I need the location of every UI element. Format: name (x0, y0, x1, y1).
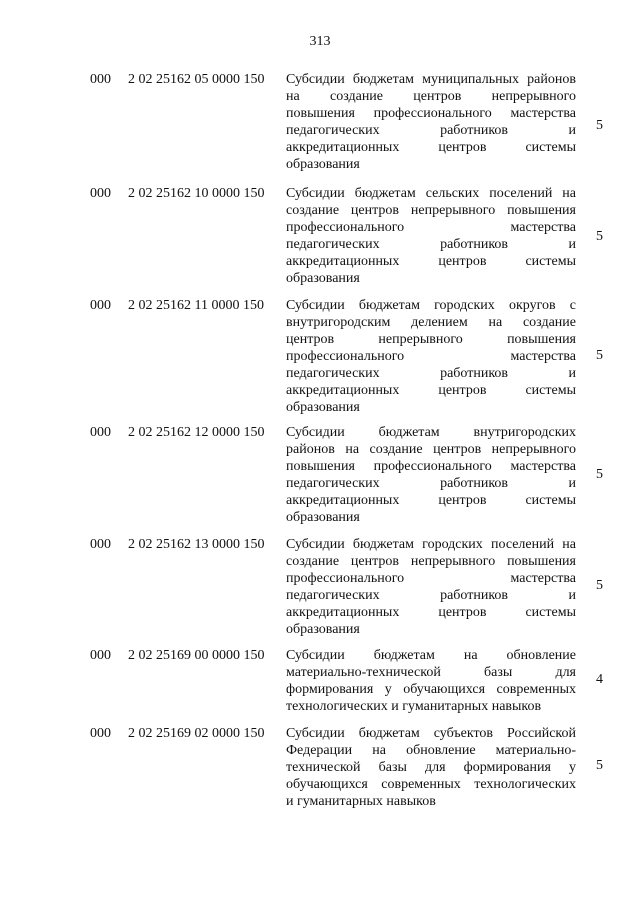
revenue-name-line: формирования у обучающихся современных (286, 682, 576, 697)
amount-value: 5 (596, 578, 603, 593)
revenue-name-line: Субсидии бюджетам городских поселений на (286, 537, 576, 552)
revenue-name-line: профессионального мастерства (286, 220, 576, 235)
budget-classification-code: 2 02 25162 05 0000 150 (128, 72, 265, 87)
revenue-name-line: образования (286, 400, 360, 415)
budget-classification-code: 2 02 25162 10 0000 150 (128, 186, 265, 201)
budget-classification-code: 2 02 25162 12 0000 150 (128, 425, 265, 440)
budget-classification-code: 2 02 25169 02 0000 150 (128, 726, 265, 741)
revenue-name-line: повышения профессионального мастерства (286, 459, 576, 474)
revenue-name (286, 185, 576, 287)
revenue-name-line: образования (286, 271, 360, 286)
revenue-name-line: педагогических работников и (286, 123, 576, 138)
revenue-name-line: образования (286, 622, 360, 637)
revenue-name-line: Субсидии бюджетам сельских поселений на (286, 186, 576, 201)
amount-value: 4 (596, 672, 603, 687)
revenue-name-line: образования (286, 157, 360, 172)
revenue-name-line: создание центров непрерывного повышения (286, 203, 576, 218)
revenue-name-line: материально-технической базы для (286, 665, 576, 680)
revenue-name-line: профессионального мастерства (286, 571, 576, 586)
revenue-name-line: Федерации на обновление материально- (286, 743, 576, 758)
amount-value: 5 (596, 467, 603, 482)
revenue-name-line: педагогических работников и (286, 366, 576, 381)
revenue-name-line: технической базы для формирования у (286, 760, 576, 775)
revenue-name-line: технологических и гуманитарных навыков (286, 699, 542, 714)
admin-code: 000 (90, 186, 111, 201)
revenue-name-line: Субсидии бюджетам внутригородских (286, 425, 576, 440)
revenue-name-line: внутригородским делением на создание (286, 315, 576, 330)
revenue-name-line: Субсидии бюджетам городских округов с (286, 298, 576, 313)
revenue-name-line: Субсидии бюджетам муниципальных районов (286, 72, 576, 87)
amount-value: 5 (596, 758, 603, 773)
admin-code: 000 (90, 72, 111, 87)
revenue-name-line: повышения профессионального мастерства (286, 106, 576, 121)
admin-code: 000 (90, 726, 111, 741)
revenue-name-line: и гуманитарных навыков (286, 794, 436, 809)
revenue-name (286, 536, 576, 638)
revenue-name-line: профессионального мастерства (286, 349, 576, 364)
revenue-name-line: на создание центров непрерывного (286, 89, 576, 104)
revenue-name (286, 71, 576, 173)
page-number: 313 (309, 34, 331, 49)
revenue-name-line: педагогических работников и (286, 588, 576, 603)
admin-code: 000 (90, 537, 111, 552)
budget-classification-code: 2 02 25169 00 0000 150 (128, 648, 265, 663)
admin-code: 000 (90, 298, 111, 313)
revenue-name-line: педагогических работников и (286, 237, 576, 252)
revenue-name-line: аккредитационных центров системы (286, 493, 576, 508)
revenue-name-line: Субсидии бюджетам на обновление (286, 648, 576, 663)
revenue-name-line: создание центров непрерывного повышения (286, 554, 576, 569)
revenue-name-line: педагогических работников и (286, 476, 576, 491)
amount-value: 5 (596, 348, 603, 363)
revenue-name-line: образования (286, 510, 360, 525)
revenue-name (286, 647, 576, 715)
revenue-name-line: районов на создание центров непрерывного (286, 442, 576, 457)
revenue-name-line: аккредитационных центров системы (286, 254, 576, 269)
budget-classification-code: 2 02 25162 11 0000 150 (128, 298, 264, 313)
revenue-name-line: аккредитационных центров системы (286, 605, 576, 620)
revenue-name (286, 725, 576, 810)
amount-value: 5 (596, 229, 603, 244)
budget-classification-code: 2 02 25162 13 0000 150 (128, 537, 265, 552)
revenue-name (286, 424, 576, 526)
revenue-name-line: Субсидии бюджетам субъектов Российской (286, 726, 576, 741)
revenue-name-line: центров непрерывного повышения (286, 332, 576, 347)
admin-code: 000 (90, 425, 111, 440)
revenue-name (286, 297, 576, 416)
amount-value: 5 (596, 118, 603, 133)
admin-code: 000 (90, 648, 111, 663)
revenue-name-line: аккредитационных центров системы (286, 383, 576, 398)
revenue-name-line: аккредитационных центров системы (286, 140, 576, 155)
revenue-name-line: обучающихся современных технологических (286, 777, 576, 792)
